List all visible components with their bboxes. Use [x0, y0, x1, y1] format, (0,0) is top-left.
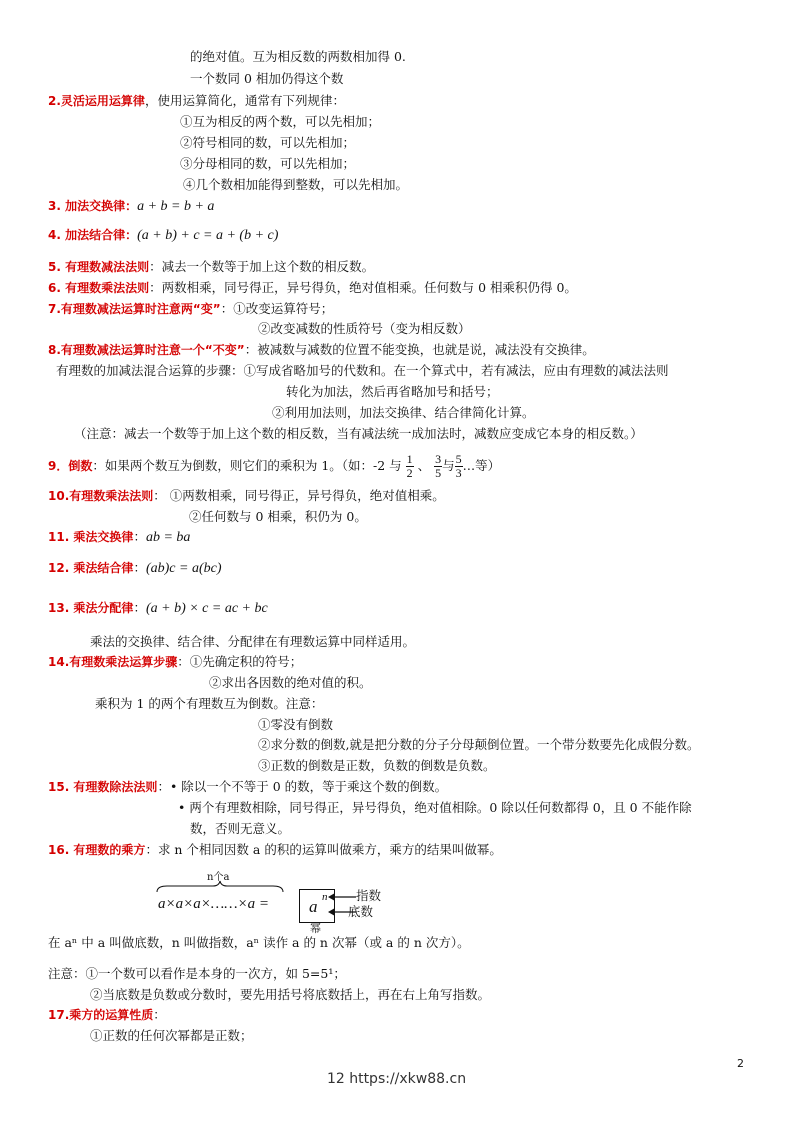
- page-number: 2: [737, 1057, 744, 1070]
- section-9: 9．倒数：如果两个数互为倒数，则它们的乘积为 1。（如：-2 与 $\frac{1}{2}$ 、 $\frac{3}{5}$ 与 $\frac{5}{3}$ …等）: [48, 452, 501, 480]
- reciprocal-item-2: ②求分数的倒数,就是把分数的分子分母颠倒位置。一个带分数要先化成假分数。: [258, 737, 700, 752]
- section-5: 5. 有理数减法法则：减去一个数等于加上这个数的相反数。: [48, 259, 375, 274]
- product-expression: a×a×a×……×a =: [158, 896, 270, 912]
- section-15: 15. 有理数除法法则：• 除以一个不等于 0 的数，等于乘这个数的倒数。: [48, 779, 448, 794]
- section-14: 14.有理数乘法运算步骤：①先确定积的符号；: [48, 654, 303, 669]
- steps-line-3: ②利用加法则，加法交换律、结合律简化计算。: [272, 405, 535, 420]
- steps-line-1: 有理数的加减法混合运算的步骤：①写成省略加号的代数和。在一个算式中，若有减法，应由有理数的减法法则: [56, 363, 669, 378]
- section-17: 17.乘方的运算性质：: [48, 1007, 166, 1022]
- label-power: 幂: [310, 922, 321, 935]
- section-4: 4. 加法结合律：(a + b) + c = a + (b + c): [48, 228, 279, 243]
- s10-item-2: ②任何数与 0 相乘，积仍为 0。: [189, 509, 367, 524]
- fraction-5-3: $\frac{5}{3}$: [455, 452, 462, 480]
- s2-item-2: ②符号相同的数，可以先相加；: [180, 135, 356, 150]
- section-7: 7.有理数减法运算时注意两“变”：①改变运算符号；: [48, 301, 334, 316]
- reciprocal-item-3: ③正数的倒数是正数，负数的倒数是负数。: [258, 758, 496, 773]
- steps-line-2: 转化为加法，然后再省略加号和括号；: [286, 384, 499, 399]
- note-2: ②当底数是负数或分数时，要先用括号将底数括上，再在右上角写指数。: [90, 987, 491, 1002]
- section-13: 13. 乘法分配律：(a + b) × c = ac + bc: [48, 600, 268, 616]
- s2-item-1: ①互为相反的两个数，可以先相加；: [180, 114, 381, 129]
- steps-note: （注意：减去一个数等于加上这个数的相反数，当有减法统一成加法时，减数应变成它本身的相反数。）: [74, 426, 643, 441]
- power-base: a: [309, 897, 318, 916]
- section-16: 16. 有理数的乘方：求 n 个相同因数 a 的积的运算叫做乘方，乘方的结果叫做幂。: [48, 842, 502, 857]
- s17-item-1: ①正数的任何次幂都是正数；: [90, 1028, 253, 1043]
- power-exponent: n: [322, 891, 328, 903]
- line-zero-add: 一个数同 0 相加仍得这个数: [190, 71, 344, 86]
- fraction-3-5: $\frac{3}{5}$: [435, 452, 442, 480]
- reciprocal-item-1: ①零没有倒数: [258, 717, 334, 732]
- section-11: 11. 乘法交换律：ab = ba: [48, 529, 191, 545]
- line-abs-value: 的绝对值。互为相反数的两数相加得 0.: [190, 49, 406, 64]
- s2-item-4: ④几个数相加能得到整数，可以先相加。: [183, 177, 409, 192]
- s2-item-3: ③分母相同的数，可以先相加；: [180, 156, 356, 171]
- s13-note: 乘法的交换律、结合律、分配律在有理数运算中同样适用。: [90, 634, 416, 649]
- section-12: 12. 乘法结合律：(ab)c = a(bc): [48, 560, 222, 576]
- note-1: 注意：①一个数可以看作是本身的一次方，如 5=5¹；: [48, 966, 346, 981]
- label-base: 底数: [348, 904, 374, 919]
- section-3: 3. 加法交换律：a + b = b + a: [48, 199, 215, 214]
- footer-watermark[interactable]: 12 https://xkw88.cn: [326, 1071, 467, 1087]
- s14-item-2: ②求出各因数的绝对值的积。: [209, 675, 372, 690]
- section-2: 2.灵活运用运算律，使用运算简化，通常有下列规律：: [48, 93, 345, 108]
- section-8: 8.有理数减法运算时注意一个“不变”：被减数与减数的位置不能变换，也就是说，减法没有交换律。: [48, 342, 595, 357]
- label-exponent: 指数: [356, 888, 382, 903]
- s15-bullet-2-cont: 数，否则无意义。: [190, 821, 291, 836]
- reciprocal-intro: 乘积为 1 的两个有理数互为倒数。注意：: [95, 696, 324, 711]
- section-6: 6. 有理数乘法法则：两数相乘，同号得正，异号得负，绝对值相乘。任何数与 0 相乘积仍得 0。: [48, 280, 577, 295]
- power-definition: 在 aⁿ 中 a 叫做底数，n 叫做指数，aⁿ 读作 a 的 n 次幂（或 a 的 n 次方）。: [48, 935, 470, 950]
- fraction-1-2: $\frac{1}{2}$: [406, 452, 413, 480]
- s7-item-2: ②改变减数的性质符号（变为相反数）: [258, 321, 471, 336]
- s15-bullet-2: • 两个有理数相除，同号得正，异号得负，绝对值相除。0 除以任何数都得 0，且 0 不能作除: [178, 800, 692, 815]
- brace-label: n个a: [207, 872, 230, 883]
- section-10: 10.有理数乘法法则： ①两数相乘，同号得正，异号得负，绝对值相乘。: [48, 488, 445, 503]
- overbrace-icon: [155, 880, 285, 894]
